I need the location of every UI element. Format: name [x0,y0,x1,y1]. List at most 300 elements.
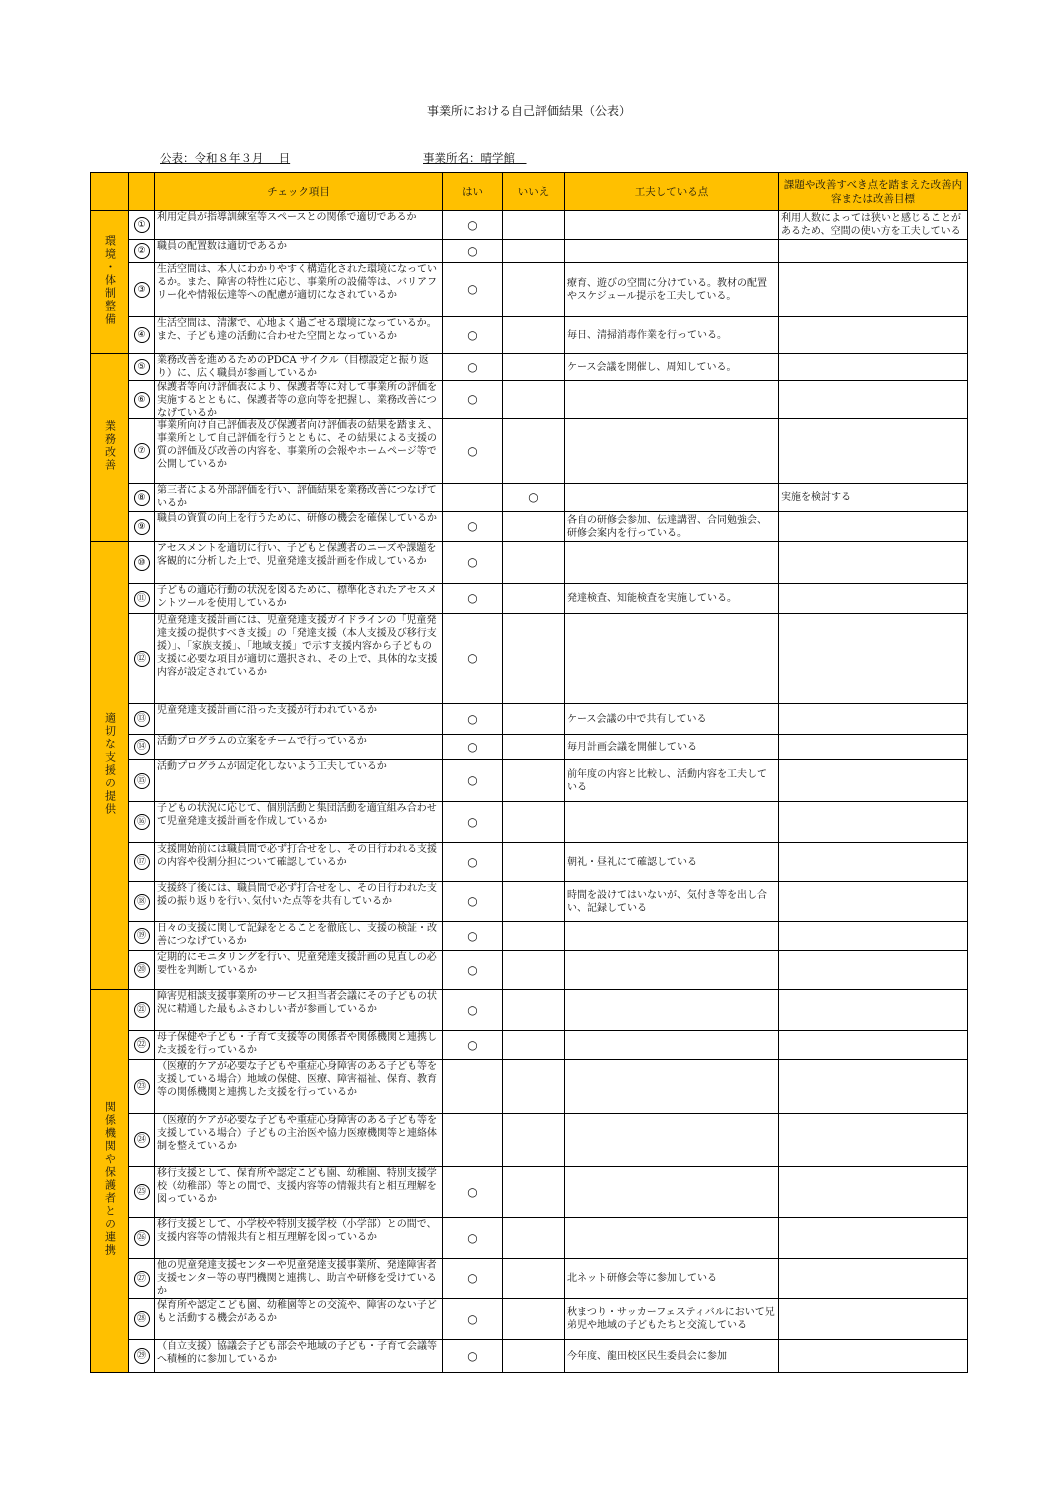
improvement-goal [779,381,968,419]
work-point [565,1060,779,1114]
yes-mark-text: ○ [467,243,478,258]
table-row [91,704,968,735]
work-point-text: 時間を設けてはいないが、気付き等を出し合い、記録している [567,889,767,914]
yes-mark-text: ○ [467,392,478,406]
yes-mark [443,240,503,263]
header-row [91,173,968,211]
work-point [565,614,779,704]
check-item [155,240,443,263]
check-item-text: 活動プログラムが固定化しないよう工夫しているか [157,761,387,772]
table-row [91,1340,968,1373]
work-point-text: 前年度の内容と比較し、活動内容を工夫している [567,768,767,793]
item-number-text: ⑤ [134,359,150,375]
no-mark [503,512,565,542]
no-mark [503,843,565,882]
yes-mark [443,419,503,484]
yes-mark [443,1218,503,1259]
item-number [129,1060,155,1114]
check-item [155,882,443,922]
table-row [91,990,968,1031]
check-item-text: 第三者による外部評価を行い、評価結果を業務改善につなげているか [157,485,437,509]
work-point [565,843,779,882]
item-number [129,317,155,354]
check-item [155,990,443,1031]
table-row [91,1114,968,1167]
work-point [565,922,779,951]
improvement-goal [779,211,968,240]
check-item-text: 保護者等向け評価表により、保護者等に対して事業所の評価を実施するとともに、保護者等の意向等を把握し、業務改善につなげているか [157,382,437,418]
item-number-text: ⑦ [134,443,150,459]
check-item-text: （医療的ケアが必要な子どもや重症心身障害のある子ども等を支援している場合）地域の保健、医療、障害福祉、保育、教育等の関係機関と連携した支援を行っているか [157,1061,437,1098]
improvement-goal [779,354,968,381]
category-cell [91,354,129,542]
work-point-text: 秋まつり・サッカーフェスティバルにおいて兄弟児や地域の子どもたちと交流している [567,1307,775,1331]
check-item [155,760,443,802]
check-item-text: 利用定員が指導訓練室等スペースとの関係で適切であるか [157,212,417,223]
no-mark [503,760,565,802]
item-number-text: ④ [134,327,150,343]
check-item-text: 日々の支援に関して記録をとることを徹底し、支援の検証・改善につなげているか [157,923,437,947]
no-mark [503,922,565,951]
work-point [565,542,779,584]
item-number-text: ⑭ [134,739,150,755]
yes-mark-text: ○ [467,711,478,726]
yes-mark [443,802,503,843]
check-item [155,354,443,381]
yes-mark-text: ○ [467,591,478,605]
yes-mark-text: ○ [467,1002,478,1017]
improvement-goal [779,542,968,584]
yes-mark [443,760,503,802]
no-mark [503,484,565,512]
item-number-text: ㉔ [134,1132,150,1148]
item-number-text: ⑳ [134,962,150,978]
work-point [565,584,779,614]
no-mark [503,614,565,704]
office-name: 事業所名：晴学館 [423,151,527,165]
check-item-text: （医療的ケアが必要な子どもや重症心身障害のある子ども等を支援している場合）子どもの主治医や協力医療機関等と連絡体制を整えているか [157,1115,437,1152]
yes-mark [443,512,503,542]
table-row [91,735,968,760]
category-label: 環境・体制整備 [103,234,117,326]
no-mark [503,1299,565,1340]
category-label: 業務改善 [103,419,117,472]
work-point-text: 各自の研修会参加、伝達講習、合同勉強会、研修会案内を行っている。 [567,514,767,539]
improvement-goal [779,843,968,882]
yes-mark-text: ○ [467,1271,478,1285]
check-item-text: （自立支援）協議会子ども部会や地域の子ども・子育て会議等へ積極的に参加しているか [157,1341,437,1365]
work-point-text: 朝礼・昼礼にて確認している [567,856,697,868]
check-item [155,542,443,584]
improvement-goal [779,802,968,843]
improvement-goal [779,263,968,317]
check-item [155,614,443,704]
improvement-goal [779,1299,968,1340]
table-row [91,951,968,990]
table-row [91,512,968,542]
yes-mark-text: ○ [467,814,478,829]
yes-mark [443,1031,503,1060]
check-item [155,951,443,990]
yes-mark-text: ○ [467,359,478,374]
improvement-goal [779,951,968,990]
improvement-goal [779,922,968,951]
item-number [129,1114,155,1167]
check-item [155,211,443,240]
work-point [565,317,779,354]
item-number-text: ⑫ [134,651,150,667]
table-row [91,211,968,240]
improvement-goal [779,1031,968,1060]
yes-mark-text: ○ [467,739,478,754]
work-point [565,512,779,542]
header-goal: 課題や改善すべき点を踏まえた改善内容または改善目標 [779,173,968,211]
check-item-text: 職員の資質の向上を行うために、研修の機会を確保しているか [157,513,437,524]
check-item-text: 障害児相談支援事業所のサービス担当者会議にその子どもの状況に精通した最もふさわしい者が参画しているか [157,991,437,1015]
check-item-text: 支援開始前には職員間で必ず打合せをし、その日行われる支援の内容や役割分担について確認しているか [157,844,437,868]
yes-mark-text: ○ [467,773,478,787]
item-number-text: ⑰ [134,854,150,870]
improvement-goal [779,584,968,614]
no-mark [503,584,565,614]
yes-mark-text: ○ [467,443,478,458]
item-number-text: ⑪ [134,591,150,607]
work-point [565,1259,779,1299]
no-mark [503,354,565,381]
check-item [155,512,443,542]
improvement-goal [779,1060,968,1114]
item-number [129,922,155,951]
item-number-text: ⑨ [134,519,150,535]
improvement-goal [779,484,968,512]
yes-mark [443,354,503,381]
item-number [129,542,155,584]
item-number [129,381,155,419]
item-number-text: ⑮ [134,773,150,789]
no-mark-text: ○ [528,490,539,504]
improvement-goal [779,1340,968,1373]
check-item-text: 子どもの適応行動の状況を図るために、標準化されたアセスメントツールを使用しているか [157,585,437,609]
work-point-text: 療育、遊びの空間に分けている。教材の配置やスケジュール提示を工夫している。 [567,277,767,302]
header-no: いいえ [503,173,565,211]
improvement-goal [779,704,968,735]
improvement-goal [779,1259,968,1299]
item-number [129,1259,155,1299]
check-item-text: 事業所向け自己評価表及び保護者向け評価表の結果を踏まえ、事業所として自己評価を行うとともに、その結果による支援の質の評価及び改善の内容を、事業所の会報やホームページ等で公開しているか [157,420,438,470]
check-item [155,802,443,843]
no-mark [503,211,565,240]
yes-mark-text: ○ [467,282,478,296]
work-point [565,240,779,263]
yes-mark [443,484,503,512]
yes-mark-text: ○ [467,651,478,665]
table-row [91,381,968,419]
header-category [91,173,129,211]
no-mark [503,951,565,990]
table-row [91,240,968,263]
table-row [91,584,968,614]
table-row [91,354,968,381]
work-point [565,735,779,760]
work-point-text: 発達検査、知能検査を実施している。 [567,593,737,604]
yes-mark-text: ○ [467,217,478,232]
work-point-text: 毎日、清掃消毒作業を行っている。 [567,329,727,341]
check-item [155,263,443,317]
check-item-text: 保育所や認定こども園、幼稚園等との交流や、障害のない子どもと活動する機会があるか [157,1300,437,1324]
yes-mark-text: ○ [467,555,478,569]
no-mark [503,704,565,735]
no-mark [503,1167,565,1218]
table-row [91,802,968,843]
work-point-text: 北ネット研修会等に参加している [567,1273,717,1284]
header-number [129,173,155,211]
no-mark [503,1031,565,1060]
check-item [155,1167,443,1218]
item-number-text: ㉕ [134,1184,150,1200]
item-number-text: ① [134,217,150,233]
check-item [155,419,443,484]
item-number-text: ⑧ [134,490,150,506]
yes-mark-text: ○ [467,928,478,943]
work-point [565,381,779,419]
yes-mark-text: ○ [467,962,478,977]
work-point [565,354,779,381]
table-row [91,1218,968,1259]
check-item [155,1031,443,1060]
page-title: 事業所における自己評価結果（公表） [426,104,631,118]
no-mark [503,1060,565,1114]
self-evaluation-table [90,172,968,1373]
improvement-goal [779,317,968,354]
improvement-goal-text: 実施を検討する [781,492,851,503]
table-row [91,317,968,354]
item-number [129,990,155,1031]
item-number-text: ⑩ [134,555,150,571]
yes-mark [443,1060,503,1114]
check-item-text: 生活空間は、本人にわかりやすく構造化された環境になっているか。また、障害の特性に応じ、事業所の設備等は、バリアフリー化や情報伝達等への配慮が適切になされているか [157,264,437,301]
yes-mark-text: ○ [467,327,478,342]
work-point-text: ケース会議を開催し、周知している。 [567,361,737,373]
yes-mark [443,614,503,704]
item-number [129,1299,155,1340]
yes-mark [443,317,503,354]
yes-mark-text: ○ [467,1230,478,1245]
work-point-text: 毎月計画会議を開催している [567,741,697,753]
check-item-text: 他の児童発達支援センターや児童発達支援事業所、発達障害者支援センター等の専門機関と連携し、助言や研修を受けているか [157,1260,437,1297]
item-number-text: ⑲ [134,928,150,944]
yes-mark [443,990,503,1031]
improvement-goal-text: 利用人数によっては狭いと感じることがあるため、空間の使い方を工夫している [781,213,961,237]
yes-mark [443,843,503,882]
yes-mark [443,922,503,951]
item-number-text: ⑱ [134,894,150,910]
yes-mark [443,735,503,760]
improvement-goal [779,512,968,542]
no-mark [503,882,565,922]
check-item [155,317,443,354]
item-number-text: ㉓ [134,1079,150,1095]
header-check-item: チェック項目 [155,173,443,211]
yes-mark [443,1340,503,1373]
item-number-text: ⑬ [134,711,150,727]
item-number [129,1340,155,1373]
no-mark [503,1340,565,1373]
check-item [155,843,443,882]
item-number [129,614,155,704]
yes-mark [443,1114,503,1167]
yes-mark-text: ○ [467,894,478,908]
improvement-goal [779,419,968,484]
check-item-text: 児童発達支援計画には、児童発達支援ガイドラインの「児童発達支援の提供すべき支援」の「発達支援（本人支援及び移行支援）」、「家族支援」、「地域支援」で示す支援内容から子どもの支援に必要な項目が適切に選択され、その上で、具体的な支援内容が設定されているか [157,615,438,678]
table-row [91,263,968,317]
category-cell [91,990,129,1373]
improvement-goal [779,735,968,760]
yes-mark [443,882,503,922]
work-point [565,1031,779,1060]
check-item [155,484,443,512]
check-item [155,1114,443,1167]
item-number-text: ㉒ [134,1037,150,1053]
check-item [155,584,443,614]
item-number-text: ㉑ [134,1002,150,1018]
check-item-text: 生活空間は、清潔で、心地よく過ごせる環境になっているか。また、子ども達の活動に合わせた空間となっているか [157,318,437,342]
item-number [129,240,155,263]
improvement-goal [779,990,968,1031]
work-point [565,1218,779,1259]
improvement-goal [779,1167,968,1218]
yes-mark [443,584,503,614]
category-label: 適切な支援の提供 [103,711,117,816]
work-point [565,211,779,240]
check-item-text: 母子保健や子ども・子育て支援等の関係者や関係機関と連携した支援を行っているか [157,1032,437,1056]
publication-date: 公表：令和８年３月 日 [160,151,291,165]
improvement-goal [779,760,968,802]
item-number [129,354,155,381]
yes-mark [443,704,503,735]
check-item-text: 職員の配置数は適切であるか [157,241,287,252]
item-number [129,211,155,240]
no-mark [503,990,565,1031]
no-mark [503,1218,565,1259]
yes-mark [443,1259,503,1299]
table-row [91,419,968,484]
table-row [91,1031,968,1060]
item-number [129,484,155,512]
table-row [91,922,968,951]
check-item-text: 移行支援として、保育所や認定こども園、幼稚園、特別支援学校（幼稚部）等との間で、支援内容等の情報共有と相互理解を図っているか [157,1168,437,1205]
check-item [155,381,443,419]
table-row [91,1060,968,1114]
item-number [129,512,155,542]
work-point [565,990,779,1031]
check-item-text: 支援終了後には、職員間で必ず打合せをし、その日行われた支援の振り返りを行い､気付いた点等を共有しているか [157,883,437,907]
no-mark [503,1114,565,1167]
work-point [565,760,779,802]
item-number-text: ㉘ [134,1311,150,1327]
yes-mark [443,1167,503,1218]
work-point [565,1167,779,1218]
check-item [155,1299,443,1340]
no-mark [503,263,565,317]
yes-mark [443,263,503,317]
item-number [129,760,155,802]
item-number-text: ㉖ [134,1230,150,1246]
item-number [129,882,155,922]
yes-mark [443,542,503,584]
work-point-text: 今年度、龍田校区民生委員会に参加 [567,1350,727,1362]
yes-mark-text: ○ [467,519,478,533]
improvement-goal [779,240,968,263]
no-mark [503,802,565,843]
check-item-text: 児童発達支援計画に沿った支援が行われているか [157,705,377,716]
yes-mark-text: ○ [467,1311,478,1326]
table-row [91,614,968,704]
yes-mark [443,211,503,240]
improvement-goal [779,1114,968,1167]
improvement-goal [779,1218,968,1259]
check-item [155,704,443,735]
check-item-text: 定期的にモニタリングを行い、児童発達支援計画の見直しの必要性を判断しているか [157,952,437,976]
yes-mark-text: ○ [467,854,478,869]
item-number [129,802,155,843]
item-number-text: ⑥ [134,392,150,408]
check-item [155,1259,443,1299]
check-item [155,922,443,951]
item-number [129,735,155,760]
no-mark [503,381,565,419]
no-mark [503,317,565,354]
item-number-text: ㉙ [134,1348,150,1364]
table-row [91,542,968,584]
check-item-text: アセスメントを適切に行い、子どもと保護者のニーズや課題を客観的に分析した上で、児童発達支援計画を作成しているか [157,543,437,567]
work-point [565,704,779,735]
table-row [91,1167,968,1218]
improvement-goal [779,882,968,922]
work-point [565,484,779,512]
check-item-text: 業務改善を進めるためのPDCA サイクル（目標設定と振り返り）に、広く職員が参画しているか [157,355,429,379]
table-row [91,843,968,882]
work-point [565,1114,779,1167]
check-item [155,1218,443,1259]
item-number [129,1031,155,1060]
check-item [155,1340,443,1373]
item-number-text: ③ [134,282,150,298]
item-number-text: ㉗ [134,1271,150,1287]
work-point [565,263,779,317]
item-number [129,419,155,484]
table-row [91,1259,968,1299]
yes-mark-text: ○ [467,1037,478,1052]
work-point [565,802,779,843]
yes-mark-text: ○ [467,1184,478,1199]
table-row [91,882,968,922]
work-point [565,1299,779,1340]
work-point [565,1340,779,1373]
no-mark [503,419,565,484]
no-mark [503,735,565,760]
header-work: 工夫している点 [565,173,779,211]
item-number [129,843,155,882]
check-item-text: 活動プログラムの立案をチームで行っているか [157,736,367,747]
item-number-text: ② [134,243,150,259]
item-number [129,951,155,990]
check-item-text: 子どもの状況に応じて、個別活動と集団活動を適宜組み合わせて児童発達支援計画を作成しているか [157,803,437,827]
item-number [129,1218,155,1259]
yes-mark [443,951,503,990]
yes-mark [443,1299,503,1340]
table-row [91,1299,968,1340]
work-point [565,882,779,922]
